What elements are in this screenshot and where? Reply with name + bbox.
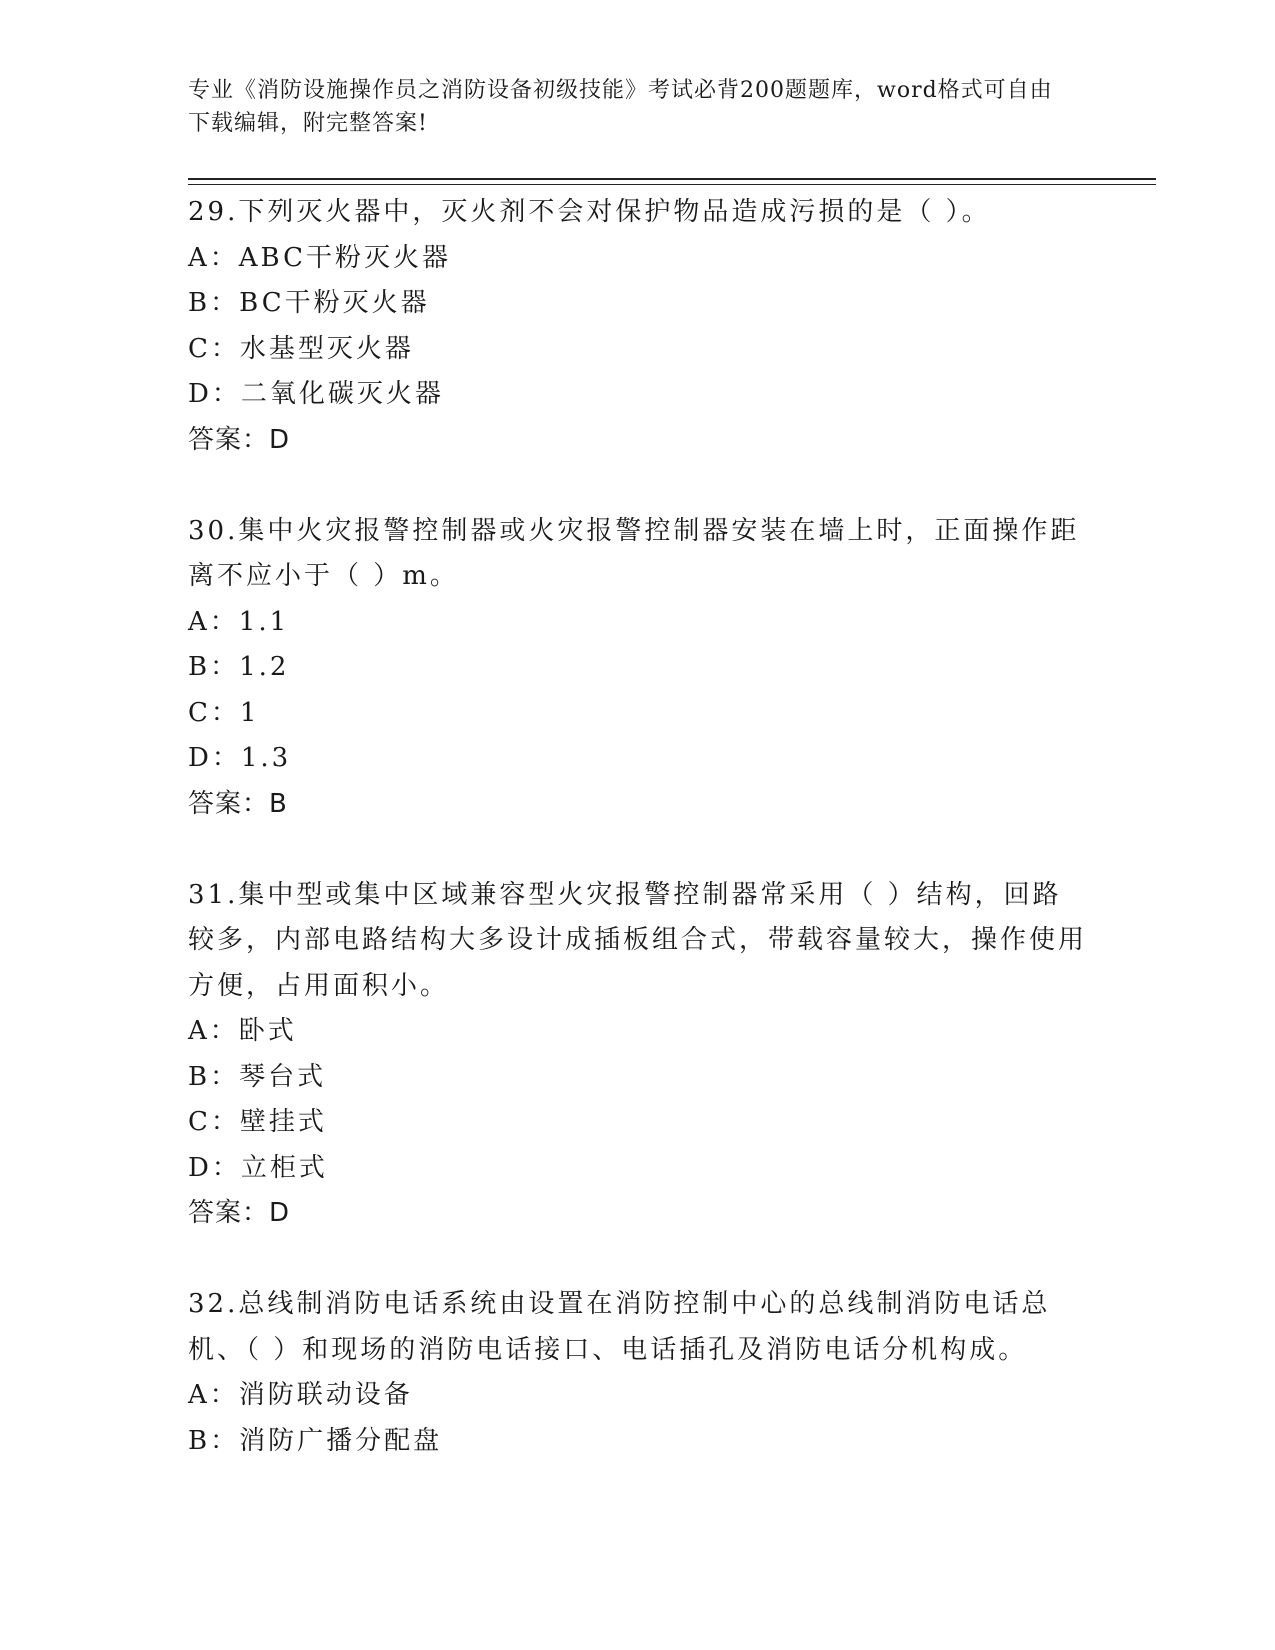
question-list (188, 190, 1088, 1510)
answer-label: 答案： (188, 424, 270, 455)
answer-label: 答案： (188, 788, 270, 819)
option-c: C：壁挂式 (188, 1107, 327, 1137)
document-header: 专业《消防设施操作员之消防设备初级技能》考试必背200题题库，word格式可自由下载编辑，附完整答案! (188, 78, 1053, 136)
option-d: D：1.3 (188, 743, 292, 773)
option-d: D：立柜式 (188, 1152, 328, 1183)
option-a: A：ABC干粉灭火器 (188, 242, 452, 273)
option-b: B：1.2 (188, 652, 290, 682)
option-a: A：1.1 (188, 606, 290, 637)
header-rule-thick (188, 178, 1156, 180)
answer-value: B (269, 788, 290, 819)
answer-line (188, 418, 1088, 464)
header-rule-thin (188, 184, 1156, 185)
answer-line (188, 782, 1088, 828)
question-stem: 30.集中火灾报警控制器或火灾报警控制器安装在墙上时，正面操作距离不应小于（ ）m。 (188, 515, 1080, 591)
answer-value: D (269, 424, 293, 455)
option-a: A：消防联动设备 (188, 1380, 413, 1410)
option-a: A：卧式 (188, 1016, 297, 1046)
option-b: B：消防广播分配盘 (188, 1425, 443, 1456)
option-b: B：琴台式 (188, 1061, 327, 1092)
question-stem: 29.下列灭火器中，灭火剂不会对保护物品造成污损的是（ ）。 (188, 197, 991, 227)
option-c: C：1 (188, 697, 260, 728)
option-c: C：水基型灭火器 (188, 333, 414, 364)
question-31 (188, 873, 1088, 1237)
question-stem: 32.总线制消防电话系统由设置在消防控制中心的总线制消防电话总机、（ ）和现场的消防电话接口、电话插孔及消防电话分机构成。 (188, 1289, 1051, 1365)
option-d: D：二氧化碳灭火器 (188, 379, 444, 409)
question-29 (188, 190, 1088, 463)
answer-label: 答案： (188, 1198, 270, 1228)
question-32 (188, 1282, 1088, 1464)
question-30 (188, 509, 1088, 828)
answer-line (188, 1191, 1088, 1237)
question-stem: 31.集中型或集中区域兼容型火灾报警控制器常采用（ ）结构，回路较多，内部电路结构大多设计成插板组合式，带载容量较大，操作使用方便，占用面积小。 (188, 879, 1088, 1001)
option-b: B：BC干粉灭火器 (188, 288, 430, 318)
answer-value: D (269, 1198, 293, 1228)
